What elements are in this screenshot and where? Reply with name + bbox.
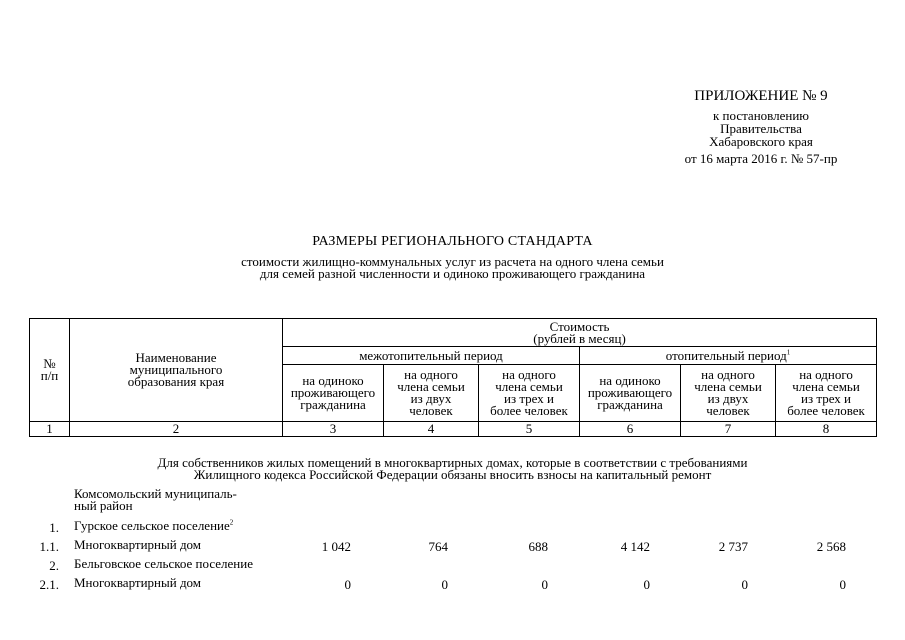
value-single-heat: 0 bbox=[643, 577, 650, 592]
value-single-heat: 4 142 bbox=[620, 539, 650, 554]
document-subtitle-line-1: стоимости жилищно-коммунальных услуг из расчета на одного члена семьи bbox=[241, 254, 664, 269]
appendix-line-2: Правительства bbox=[720, 121, 802, 136]
appendix-line-3: Хабаровского края bbox=[709, 134, 813, 149]
row-number: 1.1. bbox=[39, 539, 59, 554]
header-single-off: на одиноко проживающего гражданина bbox=[283, 365, 384, 422]
value-single-off: 1 042 bbox=[321, 539, 351, 554]
row-name bbox=[74, 520, 284, 532]
header-heating-period-label: отопительный период bbox=[665, 347, 787, 363]
table-row bbox=[29, 488, 876, 520]
row-name: Многоквартирный дом bbox=[74, 537, 202, 552]
header-off-heating-period: межотопительный период bbox=[283, 347, 580, 365]
table-row bbox=[29, 577, 876, 596]
header-number: № п/п bbox=[30, 319, 70, 422]
column-number: 1 bbox=[30, 422, 70, 437]
value-three-off: 0 bbox=[541, 577, 548, 592]
value-single-off: 0 bbox=[344, 577, 351, 592]
header-municipality-name: Наименование муниципального образования края bbox=[70, 319, 283, 422]
header-two-heat: на одного члена семьи из двух человек bbox=[681, 365, 776, 422]
footnote-mark: 2 bbox=[229, 518, 234, 527]
column-number: 5 bbox=[479, 422, 580, 437]
row-number: 1. bbox=[49, 520, 59, 535]
appendix-date: от 16 марта 2016 г. № 57-пр bbox=[684, 151, 838, 166]
value-two-heat: 2 737 bbox=[718, 539, 748, 554]
data-rows bbox=[29, 488, 876, 596]
header-three-heat: на одного члена семьи из трех и более человек bbox=[776, 365, 877, 422]
value-three-off: 688 bbox=[528, 539, 548, 554]
footnote-mark: 1 bbox=[786, 348, 791, 357]
column-number-row bbox=[30, 422, 877, 437]
row-number: 2. bbox=[49, 558, 59, 573]
header-cost: Стоимость (рублей в месяц) bbox=[283, 319, 877, 347]
column-number: 8 bbox=[776, 422, 877, 437]
column-number: 4 bbox=[384, 422, 479, 437]
value-three-heat: 2 568 bbox=[816, 539, 846, 554]
value-three-heat: 0 bbox=[839, 577, 846, 592]
value-two-off: 764 bbox=[428, 539, 448, 554]
appendix-title: ПРИЛОЖЕНИЕ № 9 bbox=[694, 88, 828, 104]
document-subtitle-line-2: для семей разной численности и одиноко проживающего гражданина bbox=[259, 266, 646, 281]
value-two-off: 0 bbox=[441, 577, 448, 592]
column-number: 7 bbox=[681, 422, 776, 437]
document-subtitle bbox=[0, 256, 905, 280]
appendix-line-1: к постановлению bbox=[712, 108, 810, 123]
column-number: 3 bbox=[283, 422, 384, 437]
row-name: Многоквартирный дом bbox=[74, 575, 202, 590]
header-three-off: на одного члена семьи из трех и более человек bbox=[479, 365, 580, 422]
row-name: Комсомольский муниципаль- ный район bbox=[74, 486, 237, 513]
column-number: 2 bbox=[70, 422, 283, 437]
header-two-off: на одного члена семьи из двух человек bbox=[384, 365, 479, 422]
value-two-heat: 0 bbox=[741, 577, 748, 592]
document-title: РАЗМЕРЫ РЕГИОНАЛЬНОГО СТАНДАРТА bbox=[312, 234, 593, 249]
row-number: 2.1. bbox=[39, 577, 59, 592]
header-heating-period bbox=[580, 347, 877, 365]
row-name-text: Гурское сельское поселение bbox=[74, 518, 230, 533]
section-caption: Для собственников жилых помещений в многоквартирных домах, которые в соответствии с требованиями Жилищного кодекса Российской Федерации обязаны вносить взносы на капитальный ремонт bbox=[157, 455, 748, 482]
header-single-heat: на одиноко проживающего гражданина bbox=[580, 365, 681, 422]
row-name: Бельговское сельское поселение bbox=[74, 556, 253, 571]
standards-table bbox=[29, 318, 877, 437]
appendix-block bbox=[661, 88, 861, 165]
column-number: 6 bbox=[580, 422, 681, 437]
